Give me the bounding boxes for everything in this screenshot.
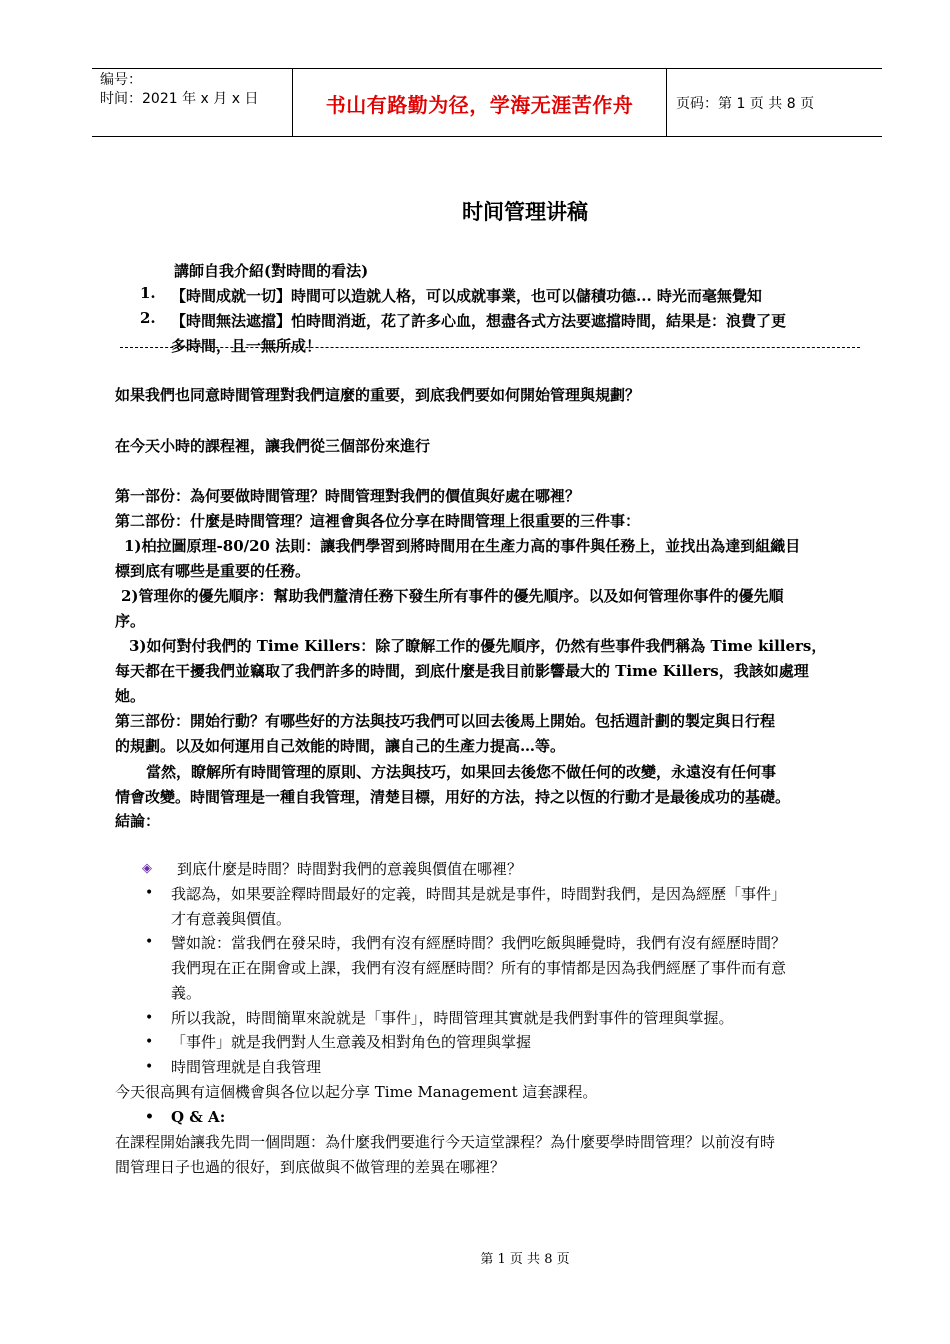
number-label: 编号： xyxy=(100,72,142,88)
bullet-text: 義。 xyxy=(171,984,202,1002)
part-three: 第三部份：開始行動？有哪些好的方法與技巧我們可以回去後馬上開始。包括週計劃的製定與日行程 xyxy=(115,712,776,730)
intro-item-text: 【時間無法遮擋】怕時間消逝，花了許多心血，想盡各式方法要遮擋時間，結果是：浪費了更 xyxy=(171,312,787,330)
dashed-divider xyxy=(120,347,860,348)
paragraph: 在今天小時的課程裡，讓我們從三個部份來進行 xyxy=(115,437,431,455)
bullet-dot-icon: • xyxy=(145,934,154,950)
bullet-text: 所以我說，時間簡單來說就是「事件」，時間管理其實就是我們對事件的管理與掌握。 xyxy=(171,1009,734,1027)
paragraph: 情會改變。時間管理是一種自我管理，清楚目標，用好的方法，持之以恆的行動才是最後成功的基礎。 xyxy=(115,788,791,806)
part-two: 第二部份：什麼是時間管理？這裡會與各位分享在時間管理上很重要的三件事： xyxy=(115,512,641,530)
header-meta xyxy=(100,71,290,109)
share-line: 今天很高興有這個機會與各位以起分享 Time Management 這套課程。 xyxy=(115,1083,598,1101)
bullet-text: 「事件」就是我們對人生意義及相對角色的管理與掌握 xyxy=(171,1033,532,1051)
header-divider xyxy=(666,69,667,136)
intro-item-number: 2. xyxy=(140,309,156,327)
conclusion-label: 結論： xyxy=(115,812,161,830)
intro-item-number: 1. xyxy=(140,284,156,302)
bullet-text: 才有意義與價值。 xyxy=(171,910,292,928)
point-one: 1)柏拉圖原理-80/20 法則：讓我們學習到將時間用在生產力高的事件與任務上，並找出為達到組織目 xyxy=(124,537,801,555)
intro-item-text: 多時間，且一無所成！ xyxy=(171,337,322,355)
header-motto: 书山有路勤为径，学海无涯苦作舟 xyxy=(325,93,634,117)
paragraph: 如果我們也同意時間管理對我們這麼的重要，到底我們要如何開始管理與規劃？ xyxy=(115,386,641,404)
point-two: 2)管理你的優先順序：幫助我們釐清任務下發生所有事件的優先順序。以及如何管理你事件的優先順 xyxy=(121,587,784,605)
bullet-dot-icon: • xyxy=(145,1059,154,1075)
bullet-text: 我認為，如果要詮釋時間最好的定義，時間其是就是事件，時間對我們，是因為經歷「事件」 xyxy=(171,885,787,903)
intro-heading: 講師自我介紹(對時間的看法) xyxy=(174,262,369,280)
header-table xyxy=(92,68,882,137)
point-three: 她。 xyxy=(115,687,146,705)
bullet-text: 時間管理就是自我管理 xyxy=(171,1058,322,1076)
question-paragraph: 間管理日子也過的很好，到底做與不做管理的差異在哪裡？ xyxy=(115,1158,506,1176)
point-two: 序。 xyxy=(115,612,146,630)
bullet-dot-icon: • xyxy=(145,1010,154,1026)
bullet-text: 我們現在正在開會或上課，我們有沒有經歷時間？所有的事情都是因為我們經歷了事件而有意 xyxy=(171,959,787,977)
bullet-dot-icon: • xyxy=(145,1109,154,1125)
question-paragraph: 在課程開始讓我先問一個問題：為什麼我們要進行今天這堂課程？為什麼要學時間管理？以前沒有時 xyxy=(115,1133,776,1151)
qa-label: Q & A: xyxy=(171,1108,226,1126)
point-three: 每天都在干擾我們並竊取了我們許多的時間，到底什麼是我目前影響最大的 Time Killers，我該如處理 xyxy=(115,662,809,680)
time-label: 时间：2021 年 x 月 x 日 xyxy=(100,91,259,107)
page-title: 时间管理讲稿 xyxy=(462,199,588,224)
bullet-dot-icon: • xyxy=(145,1034,154,1050)
bullet-question: 到底什麼是時間？時間對我們的意義與價值在哪裡？ xyxy=(177,860,523,878)
diamond-bullet-icon: ◈ xyxy=(142,861,152,876)
point-one: 標到底有哪些是重要的任務。 xyxy=(115,562,311,580)
part-three: 的規劃。以及如何運用自己效能的時間，讓自己的生產力提高…等。 xyxy=(115,737,566,755)
point-three: 3)如何對付我們的 Time Killers：除了瞭解工作的優先順序，仍然有些事件我們稱為 Time killers， xyxy=(129,637,827,655)
page-footer: 第 1 页 共 8 页 xyxy=(480,1252,570,1267)
part-one: 第一部份：為何要做時間管理？時間管理對我們的價值與好處在哪裡？ xyxy=(115,487,581,505)
intro-item-text: 【時間成就一切】時間可以造就人格，可以成就事業，也可以儲積功德... 時光而毫無覺知 xyxy=(171,287,762,305)
bullet-dot-icon: • xyxy=(145,885,154,901)
bullet-text: 譬如說：當我們在發呆時，我們有沒有經歷時間？我們吃飯與睡覺時，我們有沒有經歷時間？ xyxy=(171,934,787,952)
header-page-label: 页码：第 1 页 共 8 页 xyxy=(676,96,815,112)
paragraph: 當然，瞭解所有時間管理的原則、方法與技巧，如果回去後您不做任何的改變，永遠沒有任何事 xyxy=(146,763,777,781)
